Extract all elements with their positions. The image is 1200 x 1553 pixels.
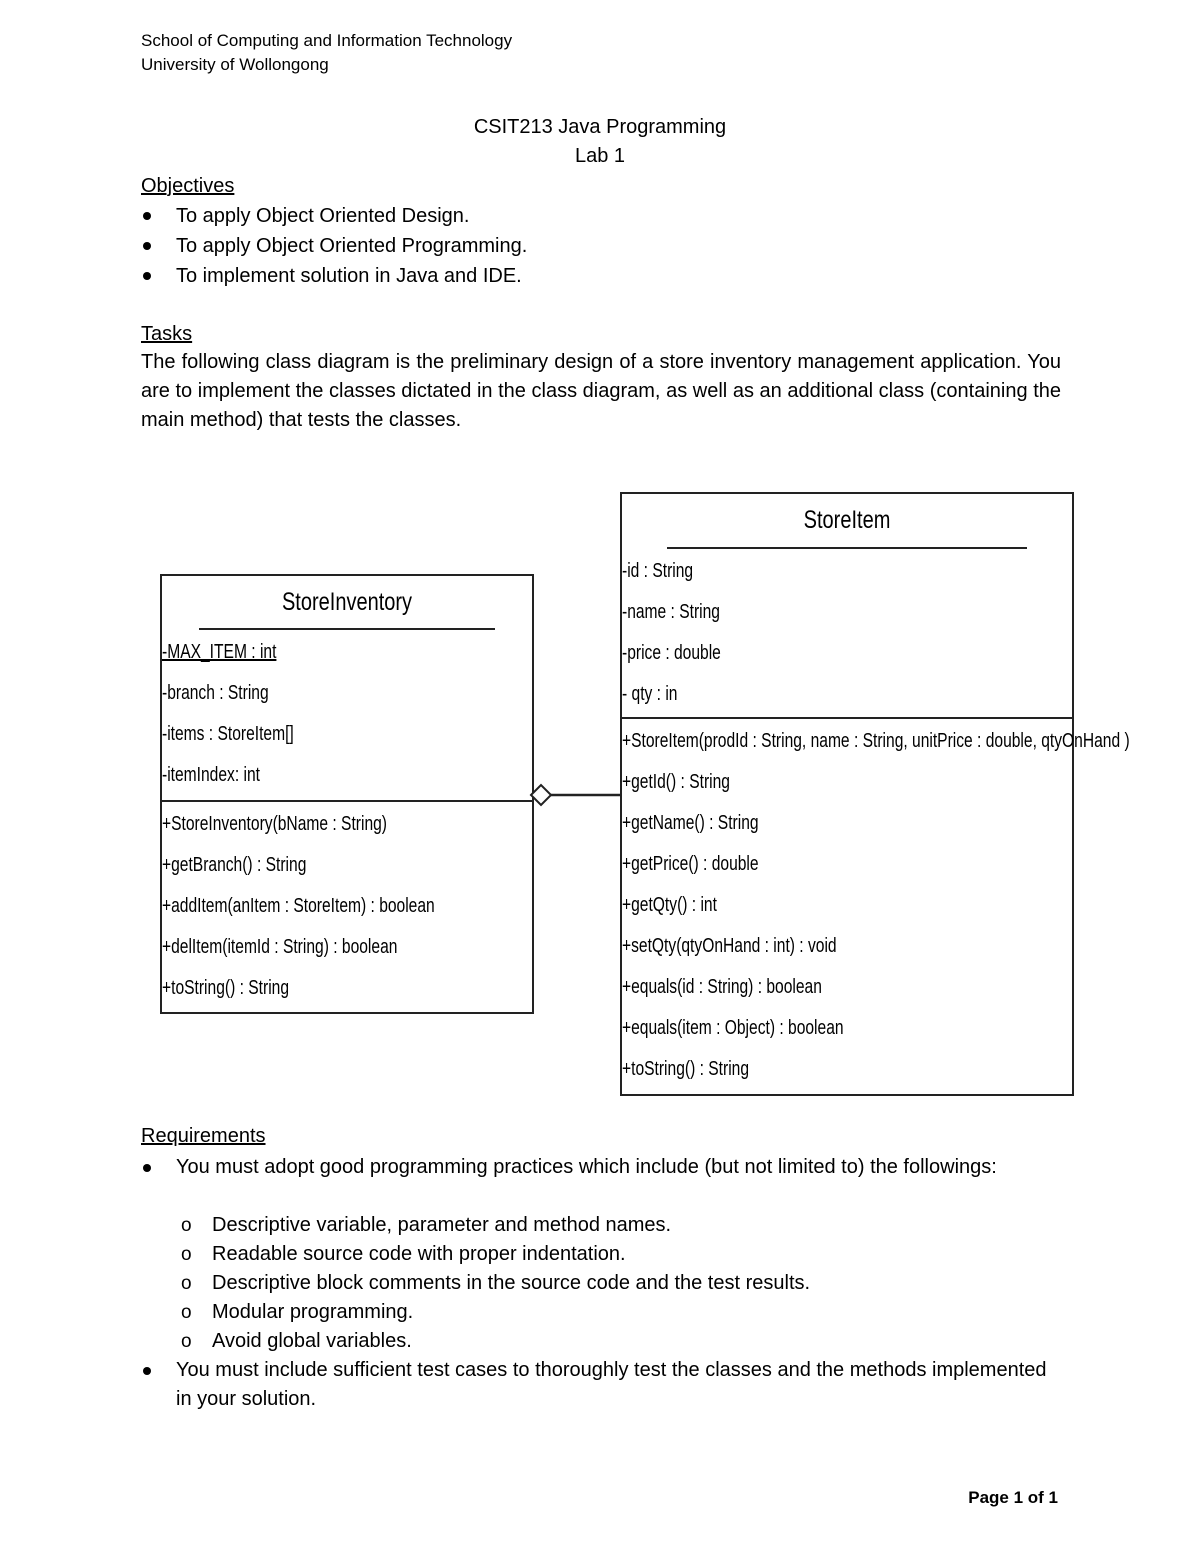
- store-inventory-class: [160, 574, 534, 1014]
- method-row: +getPrice() : double: [622, 853, 759, 875]
- method-row: +StoreInventory(bName : String): [162, 813, 388, 835]
- store-inventory-attributes: [162, 630, 532, 802]
- requirement-subitem: o Descriptive variable, parameter and method names.: [141, 1211, 1053, 1240]
- objectives-heading: Objectives: [141, 175, 235, 197]
- method-row: +addItem(anItem : StoreItem) : boolean: [162, 895, 435, 917]
- method-row: +toString() : String: [162, 977, 290, 999]
- requirement-subitem: o Readable source code with proper indentation.: [141, 1240, 1053, 1269]
- course-title: CSIT213 Java Programming: [473, 116, 727, 138]
- method-row: +getBranch() : String: [162, 854, 307, 876]
- requirement-subitem: o Modular programming.: [141, 1298, 1053, 1327]
- requirement-subitem: o Avoid global variables.: [141, 1327, 1053, 1356]
- attribute-row: -MAX_ITEM : int: [162, 641, 277, 663]
- requirement-subitem: o Descriptive block comments in the source code and the test results.: [141, 1269, 1053, 1298]
- attribute-row: -price : double: [622, 642, 721, 664]
- requirement-text: You must adopt good programming practices which include (but not limited to) the followings:: [176, 1156, 997, 1178]
- method-row: +equals(id : String) : boolean: [622, 976, 822, 998]
- attribute-row: -id : String: [622, 560, 694, 582]
- requirements-sublist: [141, 1211, 1053, 1356]
- store-item-name: StoreItem: [667, 494, 1027, 549]
- requirements-heading: Requirements: [141, 1125, 266, 1147]
- method-row: +setQty(qtyOnHand : int) : void: [622, 935, 837, 957]
- aggregation-diamond-icon: [531, 785, 551, 805]
- attribute-row: -items : StoreItem[]: [162, 723, 294, 745]
- store-item-methods: [622, 719, 1130, 1090]
- objective-item: To apply Object Oriented Design.: [141, 201, 1061, 231]
- requirements-list: [141, 1153, 1053, 1182]
- method-row: +equals(item : Object) : boolean: [622, 1017, 844, 1039]
- tasks-paragraph: The following class diagram is the preliminary design of a store inventory management application. You are to implement the classes dictated in the class diagram, as well as an additional class (containing the main method) that tests the classes.: [141, 351, 1061, 431]
- requirement-item: [141, 1153, 1053, 1182]
- lab-title: Lab 1: [574, 145, 626, 167]
- attribute-row: -branch : String: [162, 682, 269, 704]
- method-row: +StoreItem(prodId : String, name : String, unitPrice : double, qtyOnHand ): [622, 730, 1130, 752]
- store-inventory-name: StoreInventory: [199, 576, 495, 630]
- requirement-item: You must include sufficient test cases to thoroughly test the classes and the methods implemented in your solution.: [141, 1356, 1053, 1414]
- attribute-row: -name : String: [622, 601, 720, 623]
- store-item-attributes: [622, 549, 1072, 719]
- aggregation-connector: [528, 780, 624, 810]
- tasks-heading: Tasks: [141, 323, 193, 345]
- method-row: +getName() : String: [622, 812, 759, 834]
- attribute-row: -itemIndex: int: [162, 764, 260, 786]
- method-row: +getId() : String: [622, 771, 730, 793]
- store-item-class: [620, 492, 1130, 1096]
- method-row: +getQty() : int: [622, 894, 717, 916]
- method-row: +toString() : String: [622, 1058, 750, 1080]
- page-number: Page 1 of 1: [968, 1488, 1058, 1507]
- school-name: School of Computing and Information Technology: [141, 31, 513, 50]
- store-inventory-methods: [162, 802, 532, 1009]
- method-row: +delItem(itemId : String) : boolean: [162, 936, 398, 958]
- university-name: University of Wollongong: [141, 55, 329, 74]
- objective-item: To implement solution in Java and IDE.: [141, 261, 1061, 291]
- requirements-list-2: [141, 1356, 1053, 1414]
- attribute-row: - qty : in: [622, 683, 678, 705]
- objectives-list: [141, 201, 1061, 291]
- objective-item: To apply Object Oriented Programming.: [141, 231, 1061, 261]
